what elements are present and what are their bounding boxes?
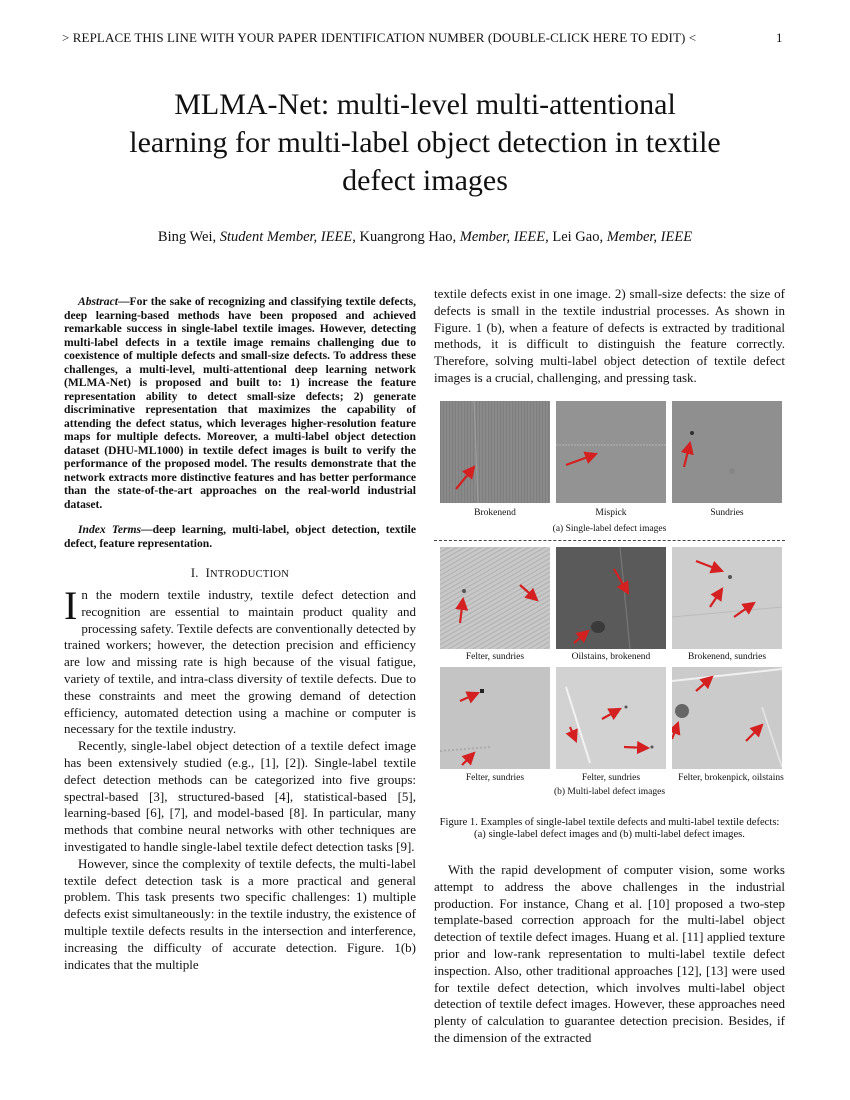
- author-2-role: Member, IEEE,: [459, 229, 549, 245]
- label-single-1: Brokenend: [474, 507, 516, 518]
- subcaption-a: (a) Single-label defect images: [552, 523, 667, 534]
- textile-image: [440, 547, 550, 649]
- section-heading-introduction: [64, 566, 416, 581]
- label-multi-1: Felter, sundries: [465, 651, 525, 662]
- label-multi-5: Felter, sundries: [581, 772, 641, 783]
- author-3-name: Lei Gao,: [548, 229, 607, 245]
- title-line-2: learning for multi-label object detection in textile: [129, 126, 721, 159]
- label-multi-3: Brokenend, sundries: [687, 651, 767, 662]
- paper-title: [70, 86, 780, 200]
- author-1-role: Student Member, IEEE: [219, 229, 353, 245]
- running-head: > REPLACE THIS LINE WITH YOUR PAPER IDENTIFICATION NUMBER (DOUBLE-CLICK HERE TO EDIT) <: [62, 30, 697, 45]
- textile-image: [556, 547, 666, 649]
- intro-paragraph-1: [64, 583, 416, 738]
- figure-divider: [434, 540, 785, 541]
- author-1-name: Bing Wei,: [157, 229, 220, 245]
- author-2-name: , Kuangrong Hao,: [352, 229, 460, 245]
- section-title-initial: I: [205, 566, 211, 580]
- image-multi-1: [440, 547, 550, 649]
- abstract: [64, 295, 416, 511]
- right-paragraph-continued: textile defects exist in one image. 2) small-size defects: the size of defects is small in the textile industrial processes. As shown in Figure. 1 (b), when a feature of defects is extracted by traditional methods, it is difficult to distinguish the feature correctly. Therefore, solving multi-label object detection of textile defect images is a crucial, challenging, and pressing task.: [434, 286, 785, 385]
- label-single-3: Sundries: [710, 507, 744, 518]
- index-terms: [64, 523, 416, 550]
- image-brokenend: [440, 401, 550, 503]
- image-multi-4: [440, 667, 550, 769]
- title-line-1: MLMA-Net: multi-level multi-attentional: [174, 88, 676, 121]
- textile-image: [556, 667, 666, 769]
- textile-image: [672, 667, 782, 769]
- textile-image: [556, 401, 666, 503]
- right-paragraph-next: With the rapid development of computer vision, some works attempt to address the above challenges in the industrial production. For instance, Chang et al. [10] proposed a two-step template-based correction approach for the multi-label object detection of textile defect images. Huang et al. [11] applied texture prior and low-rank representation to multi-label textile defect inspection. Also, other traditional approaches [12], [13] were used for textile defect detection, which involves multi-label object detection of textile defect images. However, these approaches need plenty of calculation to guarantee detection precision. Besides, if the dimension of the extracted: [434, 861, 785, 1045]
- intro-p1-text: n the modern textile industry, textile defect detection and recognition are essential to maintain product quality and processing safety. Textile defects are conventionally detected by trained workers; however, the detection precision and efficiency are low and missing rate is high because of the visual fatigue, variety of textile, and intra-class diversity of textile defects. Due to these constraints and meet the growing demand of detection efficiency, automated detection using a machine or computer is necessary for the textile industry.: [64, 587, 416, 737]
- title-line-3: defect images: [342, 164, 508, 197]
- abstract-lead: Abstract: [78, 295, 118, 308]
- image-multi-6: [672, 667, 782, 769]
- textile-image: [672, 401, 782, 503]
- image-multi-3: [672, 547, 782, 649]
- figure-1-caption: Figure 1. Examples of single-label textile defects and multi-label textile defects: (a) single-label defect images and (b) multi-label defect images.: [439, 816, 780, 841]
- label-multi-6: Felter, brokenpick, oilstains: [678, 772, 784, 783]
- index-terms-lead: Index Terms: [78, 523, 142, 536]
- author-3-role: Member, IEEE: [606, 229, 693, 245]
- intro-paragraph-3: However, since the complexity of textile defects, the multi-label textile defect detection task is a more practical and general problem. This task presents two specific challenges: 1) multiple defects exist simultaneously: in the textile industry, the existence of multiple textile defects results in the intersection and interference, increasing the difficulty of accurate detection. Figure. 1(b) indicates that the multiple: [64, 855, 416, 972]
- index-terms-text: —deep learning, multi-label, object detection, textile defect, feature representation.: [64, 523, 416, 550]
- drop-cap: I: [64, 583, 78, 628]
- label-multi-2: Oilstains, brokenend: [571, 651, 651, 662]
- abstract-text: —For the sake of recognizing and classifying textile defects, deep learning-based methods have been proposed and achieved remarkable success in single-label textile images. However, detecting multi-label defects in a textile image remains challenging due to coexistence of multiple defects and small-size defects. To address these challenges, a multi-level, multi-attentional deep learning network (MLMA-Net) is proposed and built to: 1) increase the feature representation ability to detect small-size defects; 2) generate discriminative representation that maximizes the capability of attending the defect status, which leverages higher-resolution feature maps for multiple defects. Moreover, a multi-label object detection dataset (DHU-ML1000) in textile defect images is built to verify the performance of the proposed model. The results demonstrate that the network extracts more distinctive features and has better performance than the state-of-the-art approaches on the real-world industrial dataset.: [64, 295, 416, 511]
- defect-arrow: [624, 747, 648, 748]
- image-multi-2: [556, 547, 666, 649]
- section-title-rest: NTRODUCTION: [210, 569, 290, 580]
- right-column: [434, 286, 785, 1047]
- label-multi-4: Felter, sundries: [465, 772, 525, 783]
- figure-1: [434, 395, 785, 815]
- image-multi-5: [556, 667, 666, 769]
- left-column: [64, 295, 416, 973]
- section-numeral: I.: [190, 566, 199, 580]
- textile-image: [672, 547, 782, 649]
- textile-image: [440, 667, 550, 769]
- subcaption-b: (b) Multi-label defect images: [553, 786, 666, 797]
- image-mispick: [556, 401, 666, 503]
- author-line: [60, 229, 790, 246]
- intro-paragraph-2: Recently, single-label object detection of a textile defect image has been extensively studied (e.g., [1], [2]). Single-label textile defect detection methods can be categorized into five groups: spectral-based [3], structured-based [4], statistical-based [5], learning-based [6], [7], and model-based [8]. In particular, many methods that combine neural networks with other techniques are investigated to handle single-label textile defect detection tasks [9].: [64, 738, 416, 854]
- label-single-2: Mispick: [595, 507, 627, 518]
- page-number: 1: [776, 30, 783, 45]
- textile-image: [440, 401, 550, 503]
- image-sundries: [672, 401, 782, 503]
